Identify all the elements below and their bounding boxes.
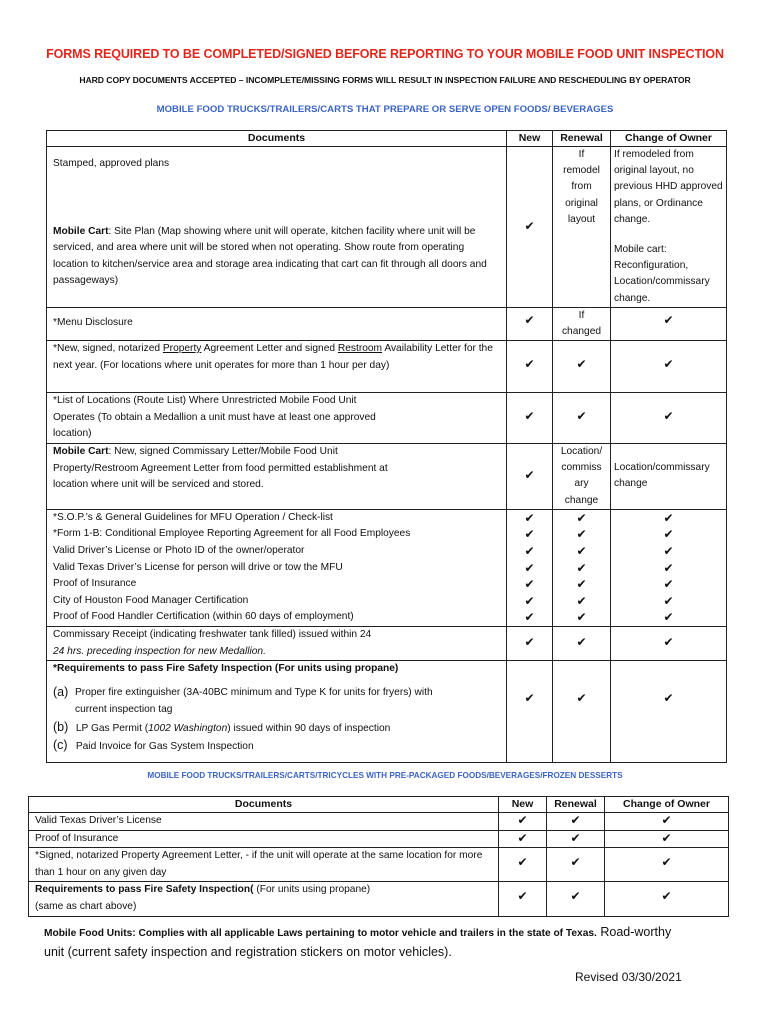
checkmark-icon: ✔	[663, 593, 674, 608]
table-row	[29, 882, 729, 916]
page-subtitle: HARD COPY DOCUMENTS ACCEPTED – INCOMPLETE/MISSING FORMS WILL RESULT IN INSPECTION FAILURE AND RESCHEDULING BY OPERATOR	[79, 75, 691, 85]
checkmark-icon: ✔	[524, 577, 535, 592]
receipt-text: Commissary Receipt (indicating freshwater tank filled) issued within 24	[53, 628, 372, 640]
footer-bold: Mobile Food Units: Complies with all applicable Laws pertaining to motor vehicle and trailers in the state of Texas.	[44, 928, 597, 939]
checkmark-icon: ✔	[524, 634, 535, 649]
renewal-cell	[547, 882, 605, 916]
fire-item-text: Paid Invoice for Gas System Inspection	[75, 741, 254, 753]
doc-cell	[47, 626, 507, 660]
renewal-cell	[553, 147, 611, 308]
revised-date: Revised 03/30/2021	[575, 970, 682, 984]
checkmark-icon: ✔	[663, 510, 674, 525]
fire-item-text: Proper fire extinguisher (3A-40BC minimum and Type K for units for fryers) with current inspection tag	[75, 686, 433, 716]
fire-item-c	[53, 737, 502, 756]
new-cell	[507, 661, 553, 763]
checkmark-icon: ✔	[663, 691, 674, 706]
renewal-line: layout	[567, 213, 596, 225]
checkmark-icon: ✔	[524, 510, 535, 525]
owner-cell	[611, 147, 727, 308]
checkmark-icon: ✔	[517, 889, 528, 904]
renewal-cell	[553, 393, 611, 444]
renewal-line: ary	[574, 478, 589, 490]
doc-commissary	[53, 444, 413, 494]
renewal-line: remodel	[563, 165, 600, 177]
checkmark-icon: ✔	[576, 593, 587, 608]
fire-heading: Requirements to pass Fire Safety Inspection	[35, 884, 251, 896]
fire-item-b	[53, 719, 502, 738]
section2-table	[28, 796, 729, 917]
table-header-row	[29, 797, 729, 813]
owner-cell	[611, 393, 727, 444]
cart-text: : Site Plan (Map showing where unit will operate, kitchen facility where unit will be serviced, and area where unit will be stored when not operating. Show route from operating location to kitchen/service area and storage area indicating that cart can fit through all doors and passageways)	[53, 225, 487, 287]
owner-cell	[611, 341, 727, 393]
col-change-owner: Change of Owner	[605, 797, 729, 813]
checkmark-icon: ✔	[524, 560, 535, 575]
checkmark-icon: ✔	[524, 691, 535, 706]
owner-cell	[605, 882, 729, 916]
checkmark-icon: ✔	[547, 813, 605, 831]
doc-cart-site-plan	[53, 224, 502, 290]
fire-item-a	[53, 684, 502, 719]
checkmark-icon: ✔	[663, 610, 674, 625]
table-row	[47, 661, 727, 763]
doc-cell	[47, 393, 507, 444]
checkmark-icon: ✔	[663, 357, 674, 372]
owner-cell	[611, 307, 727, 340]
checkmark-icon: ✔	[576, 357, 587, 372]
col-documents: Documents	[29, 797, 499, 813]
list-item: Valid Texas Driver’s License for person will drive or tow the MFU	[53, 561, 343, 573]
renewal-line: from	[571, 181, 592, 193]
checkmark-icon: ✔	[576, 560, 587, 575]
new-cell	[507, 147, 553, 308]
list-item: *S.O.P.’s & General Guidelines for MFU Operation / Check-list	[53, 511, 333, 523]
renewal-cell	[553, 341, 611, 393]
table-row	[29, 830, 729, 848]
owner-text: Location/commissary change	[614, 462, 710, 490]
checkmark-icon: ✔	[524, 527, 535, 542]
table-row	[47, 393, 727, 444]
owner-cell	[611, 626, 727, 660]
new-cell	[507, 509, 553, 626]
col-new: New	[499, 797, 547, 813]
renewal-line: original	[565, 197, 598, 209]
new-cell	[507, 341, 553, 393]
renewal-line: commiss	[561, 462, 602, 474]
checkmark-icon: ✔	[576, 510, 587, 525]
checkmark-icon: ✔	[576, 691, 587, 706]
doc-plans: Stamped, approved plans	[53, 158, 170, 169]
commissary-label: Mobile Cart	[53, 446, 109, 458]
fire-note: (same as chart above)	[35, 900, 137, 912]
table-row	[47, 509, 727, 626]
new-cell	[499, 848, 547, 882]
table-row	[47, 626, 727, 660]
footer-text: unit (current safety inspection and registration stickers on motor vehicles).	[44, 945, 452, 959]
table-row	[29, 813, 729, 831]
renewal-cell	[553, 307, 611, 340]
new-cell	[507, 444, 553, 510]
doc-text: Agreement Letter and signed	[201, 343, 338, 355]
checkmark-icon: ✔	[547, 830, 605, 848]
table-row	[47, 341, 727, 393]
checkmark-icon: ✔	[605, 830, 729, 848]
owner-cell	[611, 661, 727, 763]
checkmark-icon: ✔	[661, 855, 672, 870]
section1-table	[46, 130, 727, 763]
renewal-line: changed	[561, 326, 602, 338]
list-item: *Form 1-B: Conditional Employee Reporting Agreement for all Food Employees	[53, 528, 411, 540]
fire-item-label: (b)	[53, 719, 69, 734]
checkmark-icon: ✔	[576, 527, 587, 542]
cart-label: Mobile Cart	[53, 225, 109, 237]
checkmark-icon: ✔	[663, 544, 674, 559]
checkmark-icon: ✔	[576, 577, 587, 592]
col-renewal: Renewal	[547, 797, 605, 813]
new-cell	[507, 393, 553, 444]
table-row	[47, 307, 727, 340]
owner-cell	[611, 444, 727, 510]
checkmark-icon: ✔	[576, 610, 587, 625]
owner-cell	[611, 509, 727, 626]
section2-title: MOBILE FOOD TRUCKS/TRAILERS/CARTS/TRICYCLES WITH PRE-PACKAGED FOODS/BEVERAGES/FROZEN DESSERTS	[147, 771, 623, 780]
col-documents: Documents	[47, 131, 507, 147]
renewal-line: If	[578, 149, 585, 160]
renewal-line: change	[564, 494, 599, 506]
checkmark-icon: ✔	[576, 544, 587, 559]
checkmark-icon: ✔	[661, 889, 672, 904]
list-item: City of Houston Food Manager Certification	[53, 594, 249, 606]
renewal-cell	[547, 848, 605, 882]
checkmark-icon: ✔	[663, 312, 674, 327]
fire-heading-tail: (For units using propane)	[253, 884, 371, 896]
checkmark-icon: ✔	[517, 855, 528, 870]
checkmark-icon: ✔	[499, 813, 547, 831]
doc-route: *List of Locations (Route List) Where Unrestricted Mobile Food Unit Operates (To obtain a Medallion a unit must have at least one approved location)	[53, 395, 376, 440]
doc-cell	[47, 444, 507, 510]
checkmark-icon: ✔	[524, 468, 535, 483]
checkmark-icon: ✔	[524, 357, 535, 372]
section1-title: MOBILE FOOD TRUCKS/TRAILERS/CARTS THAT PREPARE OR SERVE OPEN FOODS/ BEVERAGES	[156, 104, 614, 115]
owner-text: If remodeled from original layout, no previous HHD approved plans, or Ordinance change.	[614, 149, 723, 225]
checkmark-icon: ✔	[663, 527, 674, 542]
renewal-cell	[553, 626, 611, 660]
checkmark-icon: ✔	[576, 634, 587, 649]
fire-heading-bold: *Requirements to pass Fire Safety Inspection	[53, 663, 273, 675]
owner-cart-text: Mobile cart: Reconfiguration, Location/commissary change.	[614, 244, 710, 304]
fire-item-italic: 1002 Washington	[148, 722, 228, 734]
new-cell	[507, 307, 553, 340]
checkmark-icon: ✔	[499, 830, 547, 848]
commissary-text: : New, signed Commissary Letter/Mobile Food Unit Property/Restroom Agreement Letter from food permitted establishment at location where unit will be serviced and stored.	[53, 446, 388, 491]
col-renewal: Renewal	[553, 131, 611, 147]
checkmark-icon: ✔	[605, 813, 729, 831]
fire-heading-paren: (	[250, 884, 254, 896]
renewal-cell	[553, 444, 611, 510]
doc-cell	[47, 147, 507, 308]
owner-cell	[605, 848, 729, 882]
table-row	[47, 147, 727, 308]
renewal-line: Location/	[560, 446, 603, 458]
checkmark-icon: ✔	[663, 577, 674, 592]
page-title: FORMS REQUIRED TO BE COMPLETED/SIGNED BEFORE REPORTING TO YOUR MOBILE FOOD UNIT INSPECTION	[46, 47, 724, 61]
checkmark-icon: ✔	[524, 409, 535, 424]
checkmark-icon: ✔	[570, 855, 581, 870]
renewal-cell	[553, 509, 611, 626]
col-change-owner: Change of Owner	[611, 131, 727, 147]
table-header-row	[47, 131, 727, 147]
doc-cell	[47, 661, 507, 763]
footer-text: Road-worthy	[596, 925, 672, 939]
new-cell	[499, 882, 547, 916]
fire-heading-tail: (For units using propane)	[272, 663, 399, 675]
doc-text-underline: Restroom	[337, 343, 383, 355]
fire-item-text: ) issued within 90 days of inspection	[227, 722, 391, 734]
checkmark-icon: ✔	[576, 409, 587, 424]
list-item: Proof of Insurance	[53, 578, 137, 590]
receipt-italic: 24 hrs. preceding inspection for new Medallion.	[53, 645, 266, 657]
checkmark-icon: ✔	[663, 409, 674, 424]
table-row	[29, 848, 729, 882]
doc-cell	[47, 341, 507, 393]
doc-cell	[47, 307, 507, 340]
doc-text-underline: Property	[162, 343, 202, 355]
col-new: New	[507, 131, 553, 147]
checkmark-icon: ✔	[524, 593, 535, 608]
doc-cell: Valid Texas Driver’s License	[29, 813, 499, 831]
renewal-line: If	[578, 309, 585, 321]
checkmark-icon: ✔	[524, 312, 535, 327]
checkmark-icon: ✔	[524, 610, 535, 625]
new-cell	[507, 626, 553, 660]
doc-cell	[29, 882, 499, 916]
fire-heading	[53, 661, 502, 678]
doc-text: *New, signed, notarized	[53, 343, 163, 355]
checkmark-icon: ✔	[663, 634, 674, 649]
checkmark-icon: ✔	[570, 889, 581, 904]
fire-item-label: (a)	[53, 684, 69, 699]
renewal-cell	[553, 661, 611, 763]
doc-cell	[47, 509, 507, 626]
footer-note	[44, 923, 734, 963]
doc-text: Availability Letter for the next year. (For locations where unit operates for more than 1 hour per day)	[53, 343, 493, 371]
fire-item-label: (c)	[53, 738, 68, 753]
list-item: Proof of Food Handler Certification (within 60 days of employment)	[53, 611, 354, 623]
doc-cell: *Signed, notarized Property Agreement Letter, - if the unit will operate at the same location for more than 1 hour on any given day	[29, 848, 499, 882]
doc-menu: *Menu Disclosure	[53, 316, 133, 328]
checkmark-icon: ✔	[524, 544, 535, 559]
list-item: Valid Driver’s License or Photo ID of the owner/operator	[53, 545, 305, 557]
doc-cell: Proof of Insurance	[29, 830, 499, 848]
fire-item-text: LP Gas Permit (	[75, 722, 149, 734]
checkmark-icon: ✔	[524, 219, 535, 233]
checkmark-icon: ✔	[663, 560, 674, 575]
table-row	[47, 444, 727, 510]
